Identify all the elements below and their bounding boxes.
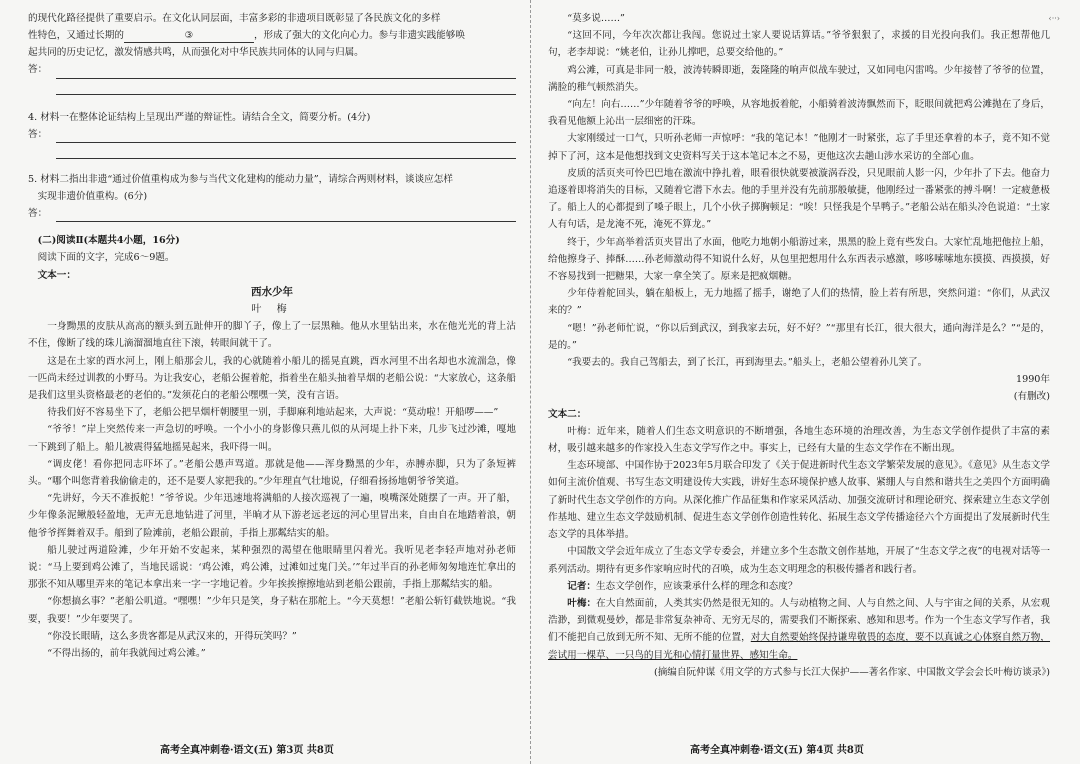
interview-paragraph: 中国散文学会近年成立了生态文学专委会，并建立多个生态散文创作基地，开展了“生态文学之夜”的电视对话等一系列活动。期待有更多作家响应时代的召唤，成为生态文明理念的积极传播者和践行者。	[548, 546, 1050, 575]
story-paragraph: 船儿驶过两道险滩，少年开始不安起来，某种强烈的渴望在他眼睛里闪着光。我听见老李轻声地对孙老师说：“马上要到鸡公滩了，当地民谣说：‘鸡公滩，鸡公滩，过滩如过鬼门关。’”年过半百的孙老师匆匆地连忙拿出的那张不知从哪里弄来的笔记本拿出来一字一字地记着。少年挨挨擦擦地站到老船公跟前，手指上那粼结实的船。	[28, 544, 516, 591]
page-divider	[530, 0, 531, 764]
story-paragraph: “嗯！”孙老师忙说，“你以后到武汉，到我家去玩，好不好？”“那里有长江，很大很大，通向海洋是么？”“是的，是的。”	[548, 322, 1050, 351]
story-paragraph: “你想搞幺事？”老船公叽道。“嘿嘿！”少年只是笑，身子粘在那舵上。“今天莫想！”老船公斩钉截铁地说。“我要，我要！”少年要哭了。	[28, 596, 516, 625]
material-line-3: 起共同的历史记忆，激发情感共鸣，从而强化对中华民族共同体的认同与归属。	[28, 47, 364, 59]
answer-line[interactable]	[56, 79, 516, 95]
text1-label: 文本一：	[37, 269, 76, 281]
material-line-2b: ，形成了强大的文化向心力。参与非遗实践能够唤	[253, 30, 465, 42]
story-paragraph: “向左！向右……”少年随着爷爷的呼唤，从容地扳着舵，小船骑着波涛飘然而下，眨眼间就把鸡公滩抛在了身后，我看见他额上沁出一层细密的汗珠。	[548, 99, 1050, 128]
story-paragraph: “爷爷！”岸上突然传来一声急切的呼唤。一个小小的身影像只燕儿似的从河堤上扑下来，几步飞过沙滩，嘎地一下跳到了船上。船儿被震得猛地摇晃起来，我吓得一叫。	[28, 424, 516, 453]
material-line-2a: 性特色，又通过长期的	[28, 30, 124, 42]
right-footer: 高考全真冲刺卷·语文(五) 第4页 共8页	[690, 745, 864, 756]
story-paragraph: 少年侍着舵回头，躺在船板上，无力地摇了摇手，谢绝了人们的热情，脸上若有所思，突然问道：“你们，从武汉来的？”	[548, 288, 1050, 317]
answer-label: 答：	[28, 208, 48, 220]
story-paragraph: “我要去的。我自己驾船去，到了长江，再到海里去。”船头上，老船公望着孙儿笑了。	[567, 357, 928, 369]
story-paragraph: 鸡公滩，可真是非同一般，波涛转瞬即逝，轰隆隆的响声似战车驶过，又如同电闪雷鸣。少年接替了爷爷的位置，满脸的稚气顿然消失。	[548, 64, 1050, 93]
story-paragraph: 皮质的活页夹可怜巴巴地在激流中挣扎着，眼看很快就要被漩涡吞没，只见眼前人影一闪，少年扑了下去。他奋力追逐着即将消失的目标，又随着它潜下水去。他的手里并没有先前那般敏捷，他刚经过一番紧张的搏斗啊！一定疲惫极了。船上人的心都提到了嗓子眼上，几个小伙子掷胸顿足：“唉！只怪我是个旱鸭子。”老船公站在船头冷色说道：“土家人有句话，是龙淹不死，淹死不算龙。”	[548, 167, 1050, 231]
answer-area-5[interactable]	[28, 205, 516, 222]
interview-answer	[548, 595, 1050, 664]
reporter-label: 记者：	[567, 580, 596, 592]
abridged-note: (有删改)	[1013, 391, 1050, 403]
answer-area-4[interactable]	[28, 126, 516, 143]
left-footer: 高考全真冲刺卷·语文(五) 第3页 共8页	[160, 745, 334, 756]
answer-area-3[interactable]	[28, 62, 516, 79]
question-5-line-2: 实现非遗价值重构。(6分)	[37, 191, 148, 203]
answer-text: 在大自然面前，人类其实仍然是很无知的。人与动植物之间、人与自然之间、人与宇宙之间的关系，从宏观浩渺，到微观曼妙，都是非常复杂神奇、无穷无尽的，需要我们不断探索、感知和思考。作为一个生态文学写作者，我们不能把自己放到无所不知、无所不能的位置，	[548, 597, 1051, 644]
answer-label: 答：	[28, 64, 48, 76]
story-paragraph: 终于，少年高举着活页夹冒出了水面，他吃力地朝小船游过来，黑黑的脸上竟有些发白。大家忙乱地把他拉上船，给他擦身子、捧酥……孙老师激动得不知说什么好，从包里把想用什么东西表示感激，哆哆嗦嗦地东摸摸、西摸摸，好不容易找到一把糖果，大家一拿全笑了。原来是把疯烟糖。	[548, 236, 1050, 283]
story-title: 西水少年	[251, 285, 293, 298]
material-text	[28, 10, 516, 62]
story-paragraph: “你没长眼睛，这么多贵客都是从武汉来的，开得玩笑吗？”	[47, 630, 297, 642]
story-paragraph: “莫多说……”	[567, 13, 625, 24]
reporter-question: 生态文学创作，应该秉承什么样的理念和态度？	[595, 580, 798, 592]
question-4: 4. 材料一在整体论证结构上呈现出严谨的辩证性。请结合全文，简要分析。(4分)	[28, 111, 371, 123]
story-year: 1990年	[1015, 374, 1050, 386]
answer-line[interactable]	[56, 143, 516, 159]
story-author: 叶 梅	[251, 304, 293, 316]
right-page	[548, 10, 1050, 681]
question-5	[28, 171, 516, 205]
interview-question	[548, 578, 1050, 595]
instruction: 阅读下面的文字，完成6～9题。	[37, 252, 175, 264]
question-5-line-1: 5. 材料二指出非遗“通过价值重构成为参与当代文化建构的能动力量”，请综合两则材料，谈谈应怎样	[28, 173, 453, 185]
underlined-answer-text: 对大自然要始终保持谦卑敬畏的态度，要不以真诚之心体察自然万物，尝试用一棵草、一只鸟的目光和心情打量世界、感知生命。	[548, 632, 1051, 661]
story-paragraph: “先讲好，今天不准扳舵！”爷爷说。少年迅速地将满船的人接次巡视了一遍，嗅嘴深处随摆了一声。开了船，少年像条泥鳅般轻盈地，无声无息地钻进了河里，半晌才从下游老远老远的河心里冒出来，自由自在地踏着浪，朝他爷爷挥舞着双手。船到了险滩前，老船公跟前，手指上那粼结实的船。	[28, 493, 516, 539]
source-citation: (摘编自阮仲谋《用文学的方式参与长江大保护——著名作家、中国散文学会会长叶梅访谈录》)	[653, 666, 1050, 678]
story-paragraph: 一身黝黑的皮肤从高高的额头到五趾伸开的脚丫子，像上了一层黑釉。他从水里钻出来，水在他光光的背上沾不住，像断了线的珠儿滴溜溜地直往下滚，转眼间就干了。	[28, 321, 516, 350]
story-paragraph: “这回不同，今年次次都让我闯。您说过土家人要说话算话。”爷爷狠狠了，求援的目光投向我们。我正想帮他几句，老李却说：“姚老伯，让孙儿撑吧，总要交给他的。”	[548, 30, 1050, 59]
story-paragraph: 待我们好不容易坐下了，老船公把旱烟杆朝腰里一别，手脚麻利地站起来，大声说：“莫动啦！开船啰——”	[47, 407, 499, 419]
corner-mark: ‹··›	[1048, 14, 1060, 23]
material-line-1: 的现代化路径提供了重要启示。在文化认同层面，丰富多彩的非遗项目既彰显了各民族文化的多样	[28, 13, 441, 24]
story-paragraph: “调皮佬！看你把同志吓坏了。”老船公愚声骂道。那就是他——浑身黝黑的少年，赤膊赤脚，只为了条短裤头。“哪个叫您背着我偷偷走的，还不是要人家把我的。”少年理直气壮地说，仔细看扬扬地朝爷爷笑道。	[28, 458, 516, 488]
section-heading: (二)阅读Ⅱ(本题共4小题，16分)	[37, 235, 180, 247]
answer-label: 答：	[28, 128, 48, 140]
interview-paragraph: 生态环境部、中国作协于2023年5月联合印发了《关于促进新时代生态文学繁荣发展的意见》。《意见》从生态文学如何主流价值观、书写生态文明建设传大实践，讲好生态环境保护感人故事、紧绷人与自然和谐共生之美四个方面明确了新时代生态文学创作的方向。从深化推广作品征集和作家采风活动、加强交流研讨和理论研究、探索建立生态文学创作基地、建立生态文学鼓励机制、促进生态文学创作创造性转化、拓展生态文学传播途径六个方面提出了发展新时代生态文学的具体举措。	[548, 460, 1050, 541]
interview-paragraph: 叶梅：近年来，随着人们生态文明意识的不断增强，各地生态环境的治理改善，为生态文学创作提供了丰富的素材，吸引越来越多的作家投入生态文学写作之中。事实上，已经有大量的生态文学作在不断出现。	[548, 425, 1050, 455]
story-paragraph: 这是在土家的酉水河上，刚上船那会儿，我的心就随着小船儿的摇晃直跳，酉水河里不出名却也水流湍急，像一匹尚未经过训教的小野马。为让我安心，老船公握着舵，指着坐在船头抽着旱烟的老船公说：“大家放心，这条船是我们这里头资格最老的老伯的。”发须花白的老船公嘿嘿一笑，没有言语。	[28, 355, 516, 402]
text2-label: 文本二：	[548, 408, 587, 420]
story-paragraph: 大家刚缓过一口气，只听孙老师一声惊呼：“我的笔记本！”他刚才一时紧张，忘了手里还拿着的本子，竟不知不觉掉下了河，这本是他想找到文史资料写关于这本笔记本之不易，更他这次去趟山涉水采访的全部心血。	[548, 133, 1050, 162]
story-paragraph: “不得出扬的，前年我就闯过鸡公滩。”	[47, 648, 206, 660]
fill-blank-3[interactable]: ③	[124, 30, 254, 43]
left-page	[28, 10, 516, 662]
yemei-label: 叶梅：	[567, 597, 597, 609]
